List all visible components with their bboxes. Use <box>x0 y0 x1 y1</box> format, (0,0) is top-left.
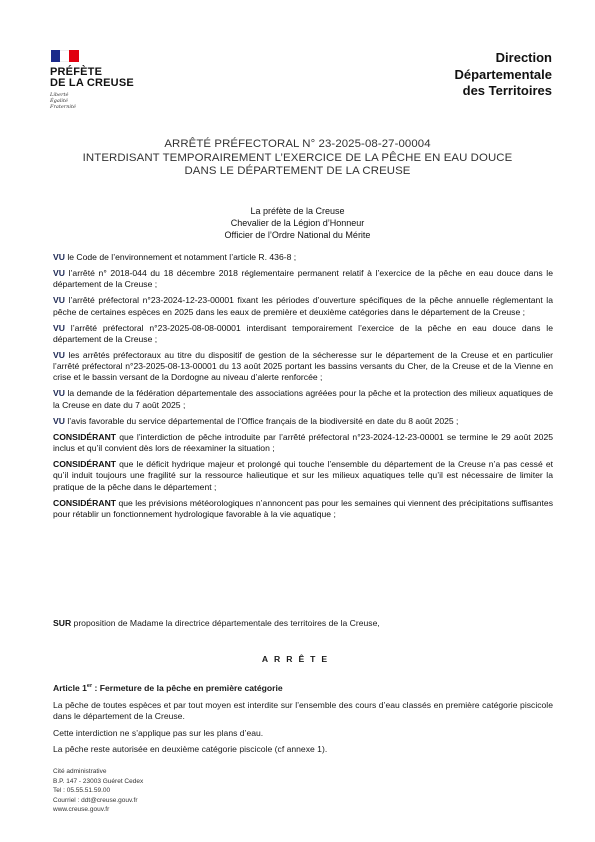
title-line-2: INTERDISANT TEMPORAIREMENT L’EXERCICE DE LA PÊCHE EN EAU DOUCE <box>82 151 513 164</box>
clause <box>53 295 553 318</box>
visas-considerants <box>53 252 553 525</box>
clause <box>53 323 553 346</box>
article-1-title-pre: Article 1 <box>53 683 87 693</box>
footer-line: Tel : 05.55.51.59.00 <box>53 787 111 795</box>
footer-line: B.P. 147 - 23003 Guéret Cedex <box>53 777 144 785</box>
prefete-line-2: Chevalier de la Légion d’Honneur <box>230 218 365 228</box>
clause-keyword: VU <box>53 252 65 262</box>
clause-keyword: VU <box>53 322 65 333</box>
clause-text: la demande de la fédération départementale des associations agréées pour la pêche et la protection des milieux aquatiques de la Creuse en date du 7 août 2025 ; <box>53 388 553 410</box>
article-1-title <box>53 683 283 693</box>
motto-liberte: Liberté <box>50 92 69 98</box>
motto-fraternite: Fraternité <box>50 104 76 110</box>
prefete-line-1: La préfète de la Creuse <box>250 206 345 216</box>
clause <box>53 498 553 521</box>
clause-keyword: CONSIDÉRANT <box>53 497 117 508</box>
footer-address <box>53 767 143 815</box>
clause <box>53 459 553 493</box>
title-line-3: DANS LE DÉPARTEMENT DE LA CREUSE <box>184 165 411 177</box>
clause-text: l’arrêté préfectoral n°23-2025-08-08-00001 interdisant temporairement l’exercice de la pêche en eau douce dans le département de la Creuse ; <box>53 322 553 344</box>
clause-keyword: VU <box>53 267 65 278</box>
footer-line: Courriel : ddt@creuse.gouv.fr <box>53 796 138 804</box>
article-1-title-post: : Fermeture de la pêche en première catégorie <box>92 683 283 693</box>
clause-keyword: VU <box>53 388 65 399</box>
clause-text: les arrêtés préfectoraux au titre du dispositif de gestion de la sécheresse sur le département de la Creuse et en particulier l’arrêté préfectoral n°23-2025-08-13-00001 du 13 août 2025 portant les bassins versants du Cher, de la Creuse et de la Vienne en crise et le bassin versant de la Dordogne au niveau d’alerte renforcée ; <box>53 349 553 383</box>
clause-keyword: VU <box>53 349 65 360</box>
logo-de-la-creuse: DE LA CREUSE <box>50 77 134 89</box>
direction-line-1: Direction <box>495 50 552 65</box>
clause-keyword: CONSIDÉRANT <box>53 431 117 442</box>
motto-egalite: Égalité <box>50 98 68 104</box>
prefete-block <box>40 205 555 241</box>
clause <box>53 268 553 291</box>
clause-keyword: CONSIDÉRANT <box>53 458 117 469</box>
french-flag-icon <box>51 50 79 62</box>
clause-text: le Code de l’environnement et notamment l’article R. 436-8 ; <box>64 252 297 262</box>
direction-line-2: Départementale <box>454 66 552 82</box>
clause-text: que les prévisions météorologiques n’annoncent pas pour les semaines qui viennent des précipitations suffisantes pour rétablir un fonctionnement hydrologique favorable à la vie aquatique ; <box>53 497 553 519</box>
article-1-body <box>53 700 553 760</box>
clause-text: l’avis favorable du service départemental de l’Office français de la biodiversité en date du 8 août 2025 ; <box>64 415 459 426</box>
footer-line: Cité administrative <box>53 768 107 775</box>
logo-prefete: PRÉFÈTE <box>50 66 103 78</box>
arrete-title <box>40 138 555 179</box>
clause <box>53 432 553 455</box>
footer-line: www.creuse.gouv.fr <box>53 806 110 814</box>
arrete-heading: ARRÊTE <box>261 654 334 664</box>
clause-keyword: VU <box>53 415 65 426</box>
direction-block <box>454 50 552 100</box>
clause-text: l’arrêté préfectoral n°23-2024-12-23-00001 fixant les périodes d’ouverture spécifiques de la pêche annuelle réglementant la pêche de certaines espèces en 2025 dans les eaux de première et deuxième catégories dans le département de la Creuse ; <box>53 295 553 317</box>
clause <box>53 350 553 384</box>
article-paragraph: La pêche de toutes espèces et par tout moyen est interdite sur l’ensemble des cours d’eau classés en première catégorie piscicole dans le département de la Creuse. <box>53 700 553 722</box>
clause <box>53 252 553 263</box>
clause-text: que l’interdiction de pêche introduite par l’arrêté préfectoral n°23-2024-12-23-00001 se termine le 29 août 2025 inclus et qu’il convient dès lors de réexaminer la situation ; <box>53 431 553 453</box>
sur-keyword: SUR <box>53 618 72 628</box>
direction-line-3: des Territoires <box>462 83 552 98</box>
republic-motto <box>50 92 160 110</box>
clause-text: l’arrêté n° 2018-044 du 18 décembre 2018 réglementaire permanent relatif à l’exercice de la pêche en eau douce dans le département de la Creuse ; <box>53 267 553 290</box>
prefete-line-3: Officier de l’Ordre National du Mérite <box>224 230 371 240</box>
clause <box>53 388 553 411</box>
prefecture-logo <box>50 50 160 110</box>
clause-text: que le déficit hydrique majeur et prolongé qui touche l’ensemble du département de la Creuse n’a pas cessé et qu’il induit toujours une fragilité sur la ressource halieutique et sur les milieux aquatiques telle qu’il est nécessaire de limiter la pratique de la pêche dans le département ; <box>53 458 553 492</box>
sur-proposition <box>53 618 553 629</box>
clause-keyword: VU <box>53 295 65 306</box>
article-1-title-sup: er <box>86 683 93 690</box>
clause <box>53 416 553 427</box>
title-line-1: ARRÊTÉ PRÉFECTORAL N° 23-2025-08-27-00004 <box>164 138 431 150</box>
sur-text: proposition de Madame la directrice départementale des territoires de la Creuse, <box>71 618 380 628</box>
article-paragraph: La pêche reste autorisée en deuxième catégorie piscicole (cf annexe 1). <box>53 743 328 754</box>
article-paragraph: Cette interdiction ne s’applique pas sur les plans d’eau. <box>53 727 264 738</box>
